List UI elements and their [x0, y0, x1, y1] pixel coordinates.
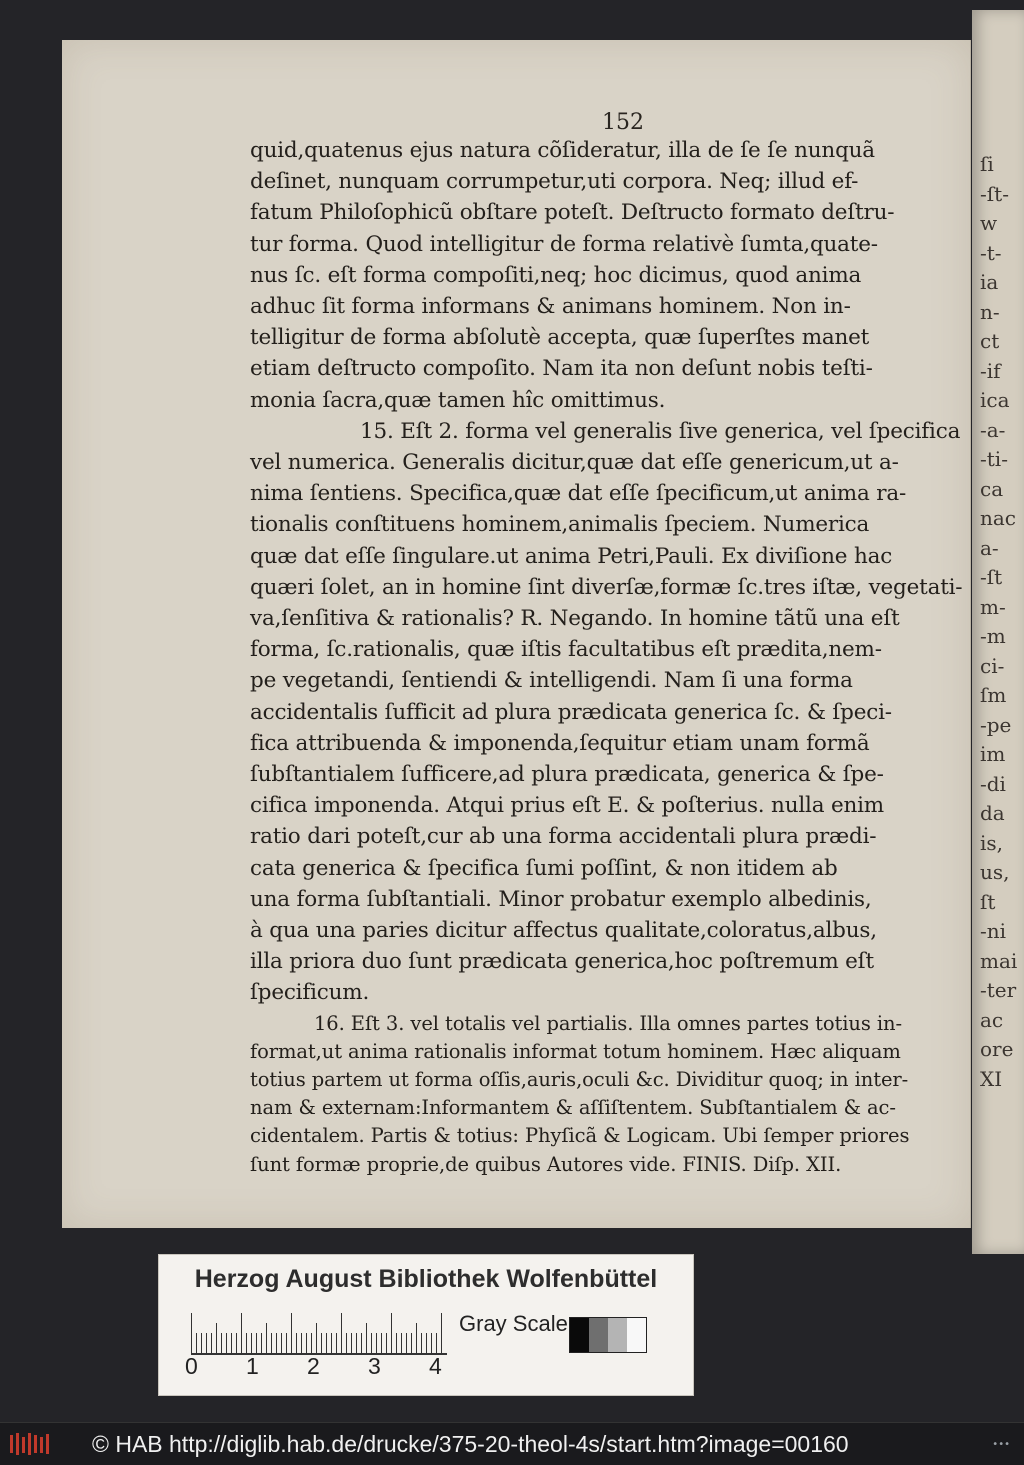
copyright-url[interactable]: © HAB http://diglib.hab.de/drucke/375-20-theol-4s/start.htm?image=00160 — [92, 1431, 849, 1457]
text-line: adhuc ſit forma informans & animans hominem. Non in- — [250, 294, 851, 319]
adjacent-text-fragment: nac — [980, 506, 1017, 530]
text-line: fica attribuenda & imponenda,ſequitur etiam unam formã — [250, 730, 870, 756]
text-line: cata generica & ſpecifica ſumi poſſint, & non itidem ab — [250, 855, 838, 881]
text-line: ſunt formæ proprie,de quibus Autores vide. FINIS. Diſp. XII. — [250, 1152, 842, 1176]
ruler-tick — [391, 1313, 392, 1353]
ruler-tick — [356, 1333, 357, 1353]
text-line: tur forma. Quod intelligitur de forma relativè ſumta,quate- — [250, 231, 878, 257]
text-line: ſpecificum. — [250, 980, 370, 1006]
text-line: tionalis conſtituens hominem,animalis ſpeciem. Numerica — [250, 512, 870, 538]
ruler-tick — [306, 1333, 307, 1353]
ruler-tick — [276, 1333, 277, 1353]
adjacent-text-fragment: da — [980, 801, 1005, 825]
ruler-tick — [426, 1333, 427, 1353]
text-line: vel numerica. Generalis dicitur,quæ dat eſſe genericum,ut a- — [250, 450, 899, 475]
ruler-tick — [241, 1313, 242, 1353]
ruler-tick — [436, 1333, 437, 1353]
ruler-tick — [206, 1333, 207, 1353]
text-line: à qua una paries dicitur affectus qualitate,coloratus,albus, — [250, 918, 877, 943]
text-line: cifica imponenda. Atqui prius eſt E. & poſterius. nulla enim — [250, 793, 884, 819]
ruler-tick — [301, 1333, 302, 1353]
ruler-number: 0 — [185, 1353, 198, 1379]
ruler-tick — [361, 1333, 362, 1353]
ruler-scale — [191, 1313, 447, 1355]
ruler-tick — [441, 1313, 442, 1353]
ruler-tick — [346, 1333, 347, 1353]
ruler-tick — [211, 1333, 212, 1353]
ruler-number: 2 — [307, 1353, 320, 1379]
text-line: forma, ſc.rationalis, quæ iſtis facultatibus eſt prædita,nem- — [250, 637, 882, 663]
text-line: illa priora duo ſunt prædicata generica,hoc poſtremum eſt — [250, 949, 874, 975]
ruler-tick — [236, 1333, 237, 1353]
ruler-tick — [271, 1333, 272, 1353]
gray-swatch-cell — [608, 1318, 627, 1352]
text-line: quæ dat eſſe ſingulare.ut anima Petri,Pauli. Ex diviſione hac — [250, 543, 893, 569]
ruler-tick — [341, 1313, 342, 1353]
ruler-tick — [386, 1333, 387, 1353]
adjacent-text-fragment: w — [980, 211, 998, 235]
menu-dots-icon[interactable]: ••• — [992, 1439, 1010, 1450]
ruler-tick — [406, 1333, 407, 1353]
adjacent-text-fragment: -t- — [980, 240, 1002, 265]
adjacent-text-fragment: ca — [980, 476, 1004, 501]
text-line: pe vegetandi, ſentiendi & intelligendi. Nam ſi una forma — [250, 668, 853, 694]
adjacent-text-fragment: -a- — [980, 417, 1006, 442]
adjacent-text-fragment: -di — [980, 771, 1006, 796]
ruler-tick — [411, 1333, 412, 1353]
ruler-tick — [231, 1333, 232, 1353]
ruler-tick — [421, 1333, 422, 1353]
text-line: quid,quatenus ejus natura cõſideratur, illa de ſe ſe nunquã — [250, 138, 875, 163]
ruler-tick — [331, 1333, 332, 1353]
text-line: telligitur de forma abſolutè accepta, quæ ſuperſtes manet — [250, 325, 870, 351]
text-line: cidentalem. Partis & totius: Phyſicã & Logicam. Ubi ſemper priores — [250, 1124, 910, 1148]
gray-swatch-cell — [570, 1318, 589, 1352]
ruler-tick — [291, 1313, 292, 1353]
adjacent-text-fragment: -m — [980, 624, 1006, 648]
ruler-tick — [336, 1333, 337, 1353]
gray-swatch-cell — [589, 1318, 608, 1352]
text-line: deſinet, nunquam corrumpetur,uti corpora. Neq; illud ef- — [250, 169, 859, 195]
adjacent-text-fragment: ica — [980, 388, 1010, 412]
adjacent-text-fragment: m- — [980, 594, 1006, 619]
ruler-tick — [216, 1323, 217, 1353]
page-number: 152 — [602, 110, 644, 135]
ruler-tick — [246, 1333, 247, 1353]
ruler-tick — [266, 1323, 267, 1353]
text-line: nam & externam:Informantem & aſſiſtentem. Subſtantialem & ac- — [250, 1096, 896, 1120]
text-line: ratio dari poteſt,cur ab una forma accidentali plura prædi- — [250, 824, 877, 850]
ruler-number: 4 — [429, 1353, 442, 1379]
ruler-tick — [381, 1333, 382, 1353]
adjacent-text-fragment: n- — [980, 299, 1000, 324]
library-card — [158, 1254, 694, 1396]
ruler-tick — [286, 1333, 287, 1353]
adjacent-text-fragment: -if — [980, 358, 1001, 383]
ruler-tick — [321, 1333, 322, 1353]
adjacent-text-fragment: im — [980, 742, 1006, 766]
adjacent-text-fragment: is, — [980, 830, 1004, 855]
adjacent-text-fragment: ac — [980, 1007, 1004, 1032]
text-line: va,ſenſitiva & rationalis? R. Negando. In homine tãtũ una eſt — [250, 606, 900, 631]
ruler-tick — [201, 1333, 202, 1353]
ruler-tick — [226, 1333, 227, 1353]
adjacent-text-fragment: a- — [980, 535, 999, 560]
ruler-number: 3 — [368, 1353, 381, 1379]
ruler-tick — [196, 1333, 197, 1353]
ruler-tick — [376, 1333, 377, 1353]
ruler-tick — [366, 1323, 367, 1353]
gray-swatch-cell — [627, 1318, 646, 1352]
ruler-tick — [281, 1333, 282, 1353]
text-line: nus ſc. eſt forma compoſiti,neq; hoc dicimus, quod anima — [250, 262, 862, 288]
adjacent-text-fragment: ſi — [980, 152, 994, 176]
adjacent-text-fragment: ia — [980, 270, 999, 294]
ruler-tick — [191, 1313, 192, 1353]
text-line: nima ſentiens. Specifica,quæ dat eſſe ſpecificum,ut anima ra- — [250, 481, 907, 507]
ruler-number: 1 — [246, 1353, 259, 1379]
text-line: monia ſacra,quæ tamen hîc omittimus. — [250, 387, 666, 413]
ruler-tick — [251, 1333, 252, 1353]
text-line: quæri ſolet, an in homine ſint diverſæ,formæ ſc.tres iſtæ, vegetati- — [250, 574, 963, 600]
text-line: accidentalis ſufficit ad plura prædicata generica ſc. & ſpeci- — [250, 699, 892, 725]
text-line: totius partem ut forma oſſis,auris,oculi &c. Dividitur quoq; in inter- — [250, 1068, 909, 1091]
ruler-tick — [401, 1333, 402, 1353]
adjacent-text-fragment: -ſt — [980, 565, 1003, 589]
viewer-footer — [0, 1422, 1024, 1465]
adjacent-text-fragment: ci- — [980, 653, 1005, 678]
adjacent-text-fragment: ſm — [980, 683, 1007, 707]
ruler-tick — [296, 1333, 297, 1353]
adjacent-page — [972, 10, 1024, 1254]
ruler-tick — [431, 1333, 432, 1353]
ruler-tick — [221, 1333, 222, 1353]
text-line: una forma ſubſtantiali. Minor probatur exemplo albedinis, — [250, 886, 872, 912]
ruler-tick — [256, 1333, 257, 1353]
text-line: 15. Eſt 2. forma vel generalis ſive generica, vel ſpecifica — [360, 418, 961, 444]
ruler-tick — [371, 1333, 372, 1353]
adjacent-text-fragment: -pe — [980, 712, 1012, 737]
text-line: fatum Philoſophicũ obſtare poteſt. Deſtructo formato deſtru- — [250, 200, 895, 226]
ruler-tick — [416, 1323, 417, 1353]
ruler-tick — [316, 1323, 317, 1353]
gray-scale-label: Gray Scale — [459, 1311, 568, 1336]
ruler-tick — [351, 1333, 352, 1353]
ruler-tick — [311, 1333, 312, 1353]
ruler-tick — [396, 1333, 397, 1353]
adjacent-text-fragment: -ter — [980, 978, 1017, 1002]
hab-logo-icon — [8, 1431, 50, 1457]
adjacent-text-fragment: ct — [980, 329, 1000, 353]
ruler-tick — [326, 1333, 327, 1353]
text-line: ſubſtantialem ſufficere,ad plura prædicata, generica & ſpe- — [250, 762, 884, 787]
adjacent-text-fragment: ſt — [980, 889, 996, 914]
adjacent-text-fragment: -ti- — [980, 447, 1008, 471]
ruler-tick — [261, 1333, 262, 1353]
adjacent-text-fragment: -ni — [980, 919, 1007, 943]
text-line: etiam deſtructo compoſito. Nam ita non deſunt nobis teſti- — [250, 356, 873, 382]
text-line: 16. Eſt 3. vel totalis vel partialis. Illa omnes partes totius in- — [314, 1011, 902, 1035]
adjacent-text-fragment: ore — [980, 1037, 1014, 1061]
adjacent-text-fragment: mai — [980, 948, 1018, 973]
adjacent-text-fragment: -ſt- — [980, 181, 1009, 206]
gray-scale-swatch — [569, 1317, 647, 1353]
library-name: Herzog August Bibliothek Wolfenbüttel — [194, 1265, 658, 1293]
adjacent-text-fragment: us, — [980, 860, 1010, 884]
adjacent-text-fragment: XI — [980, 1066, 1003, 1091]
text-line: format,ut anima rationalis informat totum hominem. Hæc aliquam — [250, 1039, 901, 1063]
